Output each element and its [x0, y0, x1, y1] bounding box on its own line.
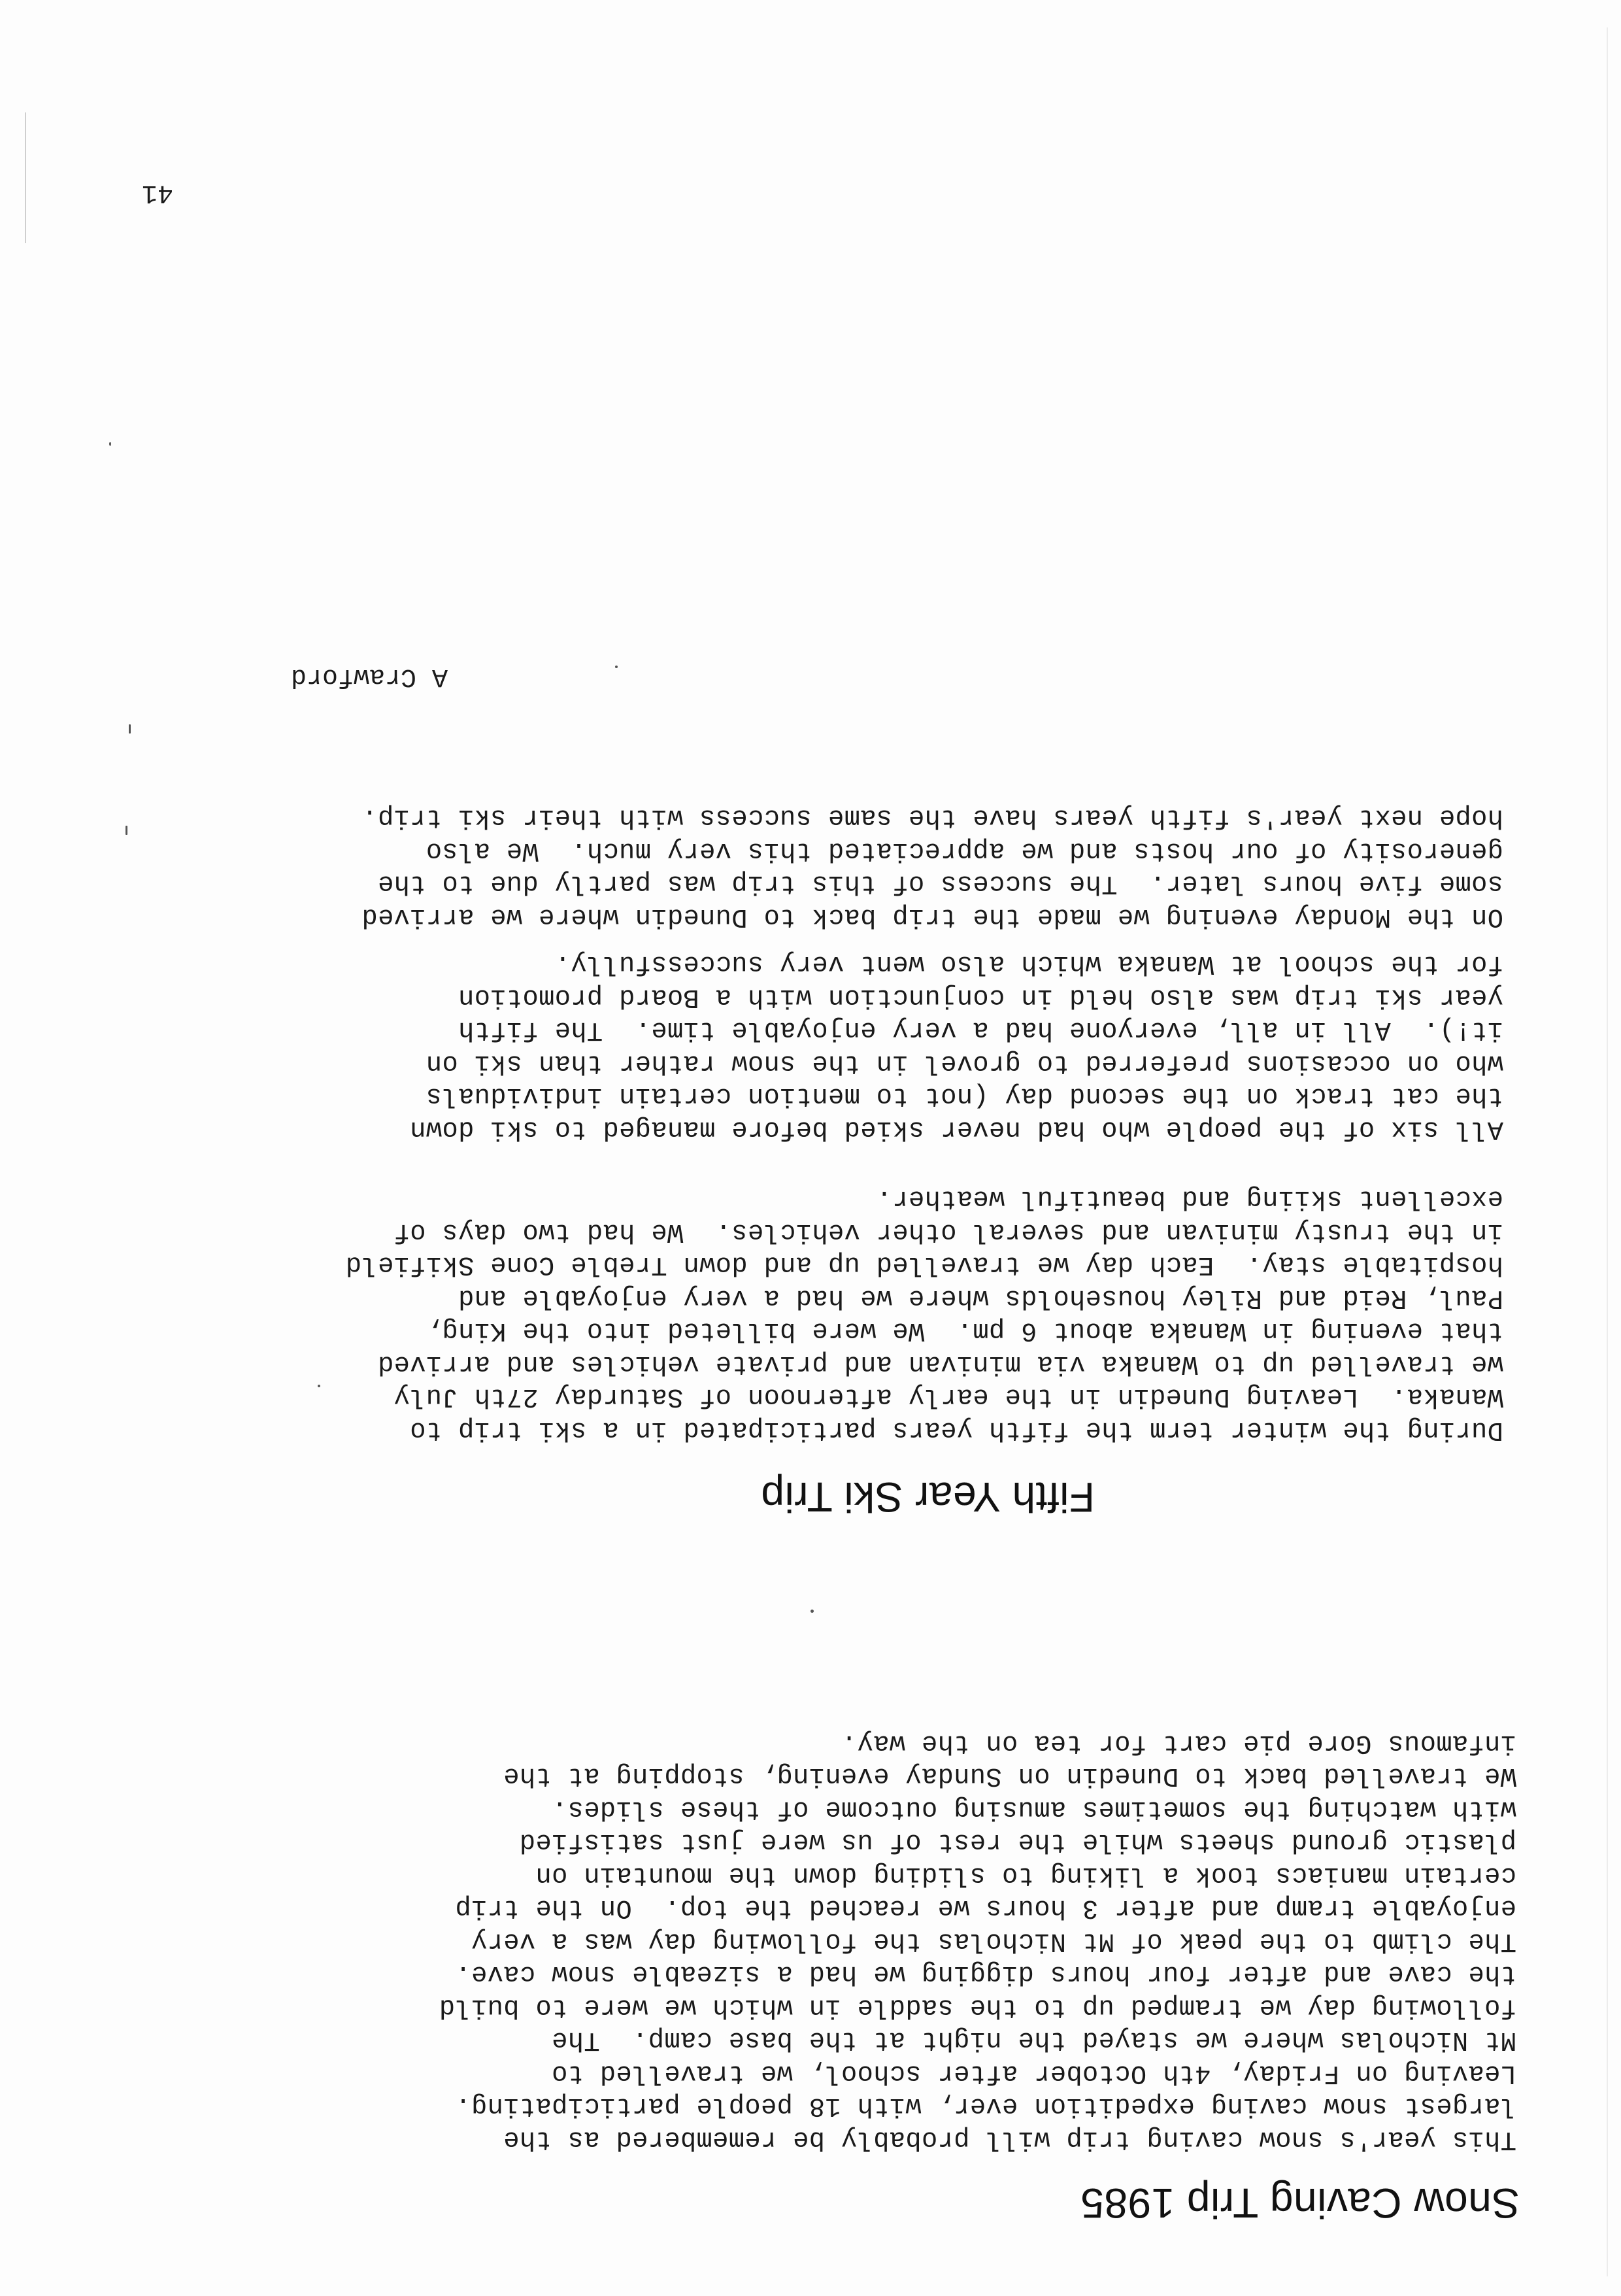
text-line: This year's snow caving trip will probably be remembered as the — [503, 2124, 1516, 2154]
scan-speck — [615, 666, 618, 668]
snow-caving-paragraph — [439, 1727, 1516, 2156]
text-line: who on occasions preferred to grovel in the snow rather than ski on — [426, 1048, 1503, 1078]
text-line: for the school at Wanaka which also went very successfully. — [554, 949, 1503, 979]
snow-caving-heading: Snow Caving Trip 1985 — [1080, 2180, 1520, 2227]
text-line: Mt Nicholas where we stayed the night at the base camp. The — [551, 2025, 1516, 2055]
text-line: certain maniacs took a liking to sliding down the mountain on — [535, 1860, 1516, 1890]
text-line: we travelled up to Wanaka via minivan and private vehicles and arrived — [377, 1349, 1503, 1379]
text-line: that evening in Wanaka about 6 pm. We were billeted into the King, — [426, 1315, 1503, 1346]
author-signature: A Crawford — [290, 662, 448, 691]
text-line: enjoyable tramp and after 3 hours we reached the top. On the trip — [455, 1893, 1516, 1923]
scan-edge-mark — [25, 112, 26, 243]
text-line: During the winter term the fifth years participated in a ski trip to — [409, 1415, 1503, 1445]
text-line: We travelled back to Dunedin on Sunday evening, stopping at the — [503, 1761, 1516, 1791]
text-line: On the Monday evening we made the trip back to Dunedin where we arrived — [361, 902, 1503, 932]
text-line: some five hours later. The success of this trip was partly due to the — [377, 868, 1503, 899]
text-line: the cave and after four hours digging we had a sizeable snow cave. — [455, 1959, 1516, 1989]
ski-trip-paragraph-1 — [346, 1182, 1503, 1446]
text-line: with watching the sometimes amusing outcome of these slides. — [551, 1794, 1516, 1824]
text-line: following day we tramped up to the saddle in which we were to build — [439, 1992, 1516, 2022]
ski-trip-paragraph-3 — [361, 801, 1503, 933]
text-line: largest snow caving expedition ever, with 18 people participating. — [455, 2091, 1516, 2121]
text-line: it!). All in all, everyone had a very enjoyable time. The fifth — [458, 1015, 1503, 1045]
text-line: hope next year's fifth years have the same success with their ski trip. — [361, 802, 1503, 833]
text-line: excellent skiing and beautiful weather. — [876, 1183, 1503, 1214]
text-line: Wanaka. Leaving Dunedin in the early afternoon of Saturday 27th July — [393, 1381, 1503, 1412]
text-line: Paul, Reid and Riley households where we had a very enjoyable and — [458, 1283, 1503, 1313]
ski-trip-paragraph-2 — [410, 947, 1503, 1145]
text-line: in the trusty minivan and several other vehicles. We had two days of — [393, 1217, 1503, 1247]
text-line: The climb to the peak of Mt Nicholas the following day was a very — [471, 1926, 1516, 1956]
text-line: generosity of our hosts and we appreciated this very much. We also — [426, 836, 1503, 866]
text-line: hospitable stay. Each day we travelled up and down Treble Cone Skifield — [345, 1249, 1503, 1280]
page-number: 41 — [141, 178, 173, 207]
ski-trip-heading: Fifth Year Ski Trip — [760, 1474, 1095, 1521]
scan-edge-mark — [1607, 27, 1608, 2276]
scan-speck — [811, 1610, 814, 1613]
text-line: year ski trip was also held in conjunction with a Board promotion — [458, 982, 1503, 1012]
scan-speck — [129, 724, 131, 734]
scan-speck — [125, 826, 127, 835]
scan-speck — [109, 442, 111, 446]
text-line: All six of the people who had never skied before managed to ski down — [409, 1114, 1503, 1144]
text-line: infamous Gore pie cart for tea on the way. — [841, 1728, 1516, 1758]
text-line: plastic ground sheets while the rest of us were just satisfied — [519, 1827, 1516, 1857]
text-line: Leaving on Friday, 4th October after school, we travelled to — [551, 2058, 1516, 2088]
text-line: the cat track on the second day (not to mention certain individuals — [426, 1081, 1503, 1111]
scan-speck — [318, 1385, 320, 1387]
